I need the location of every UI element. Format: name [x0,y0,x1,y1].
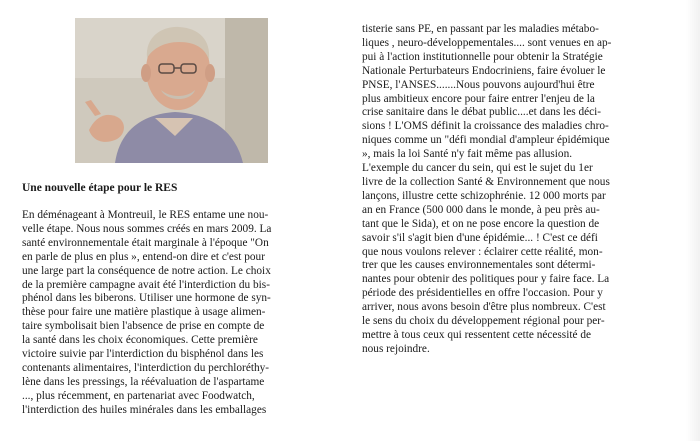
portrait-illustration [75,18,268,163]
left-paragraph: En déménageant à Montreuil, le RES entame une nou- velle étape. Nous nous sommes créés en mars 2009. La santé environnementale était marginale à l'époque "On en parle de plus en plus », entend-on dire et c'est pour une large part la conséquence de notre action. Le choix de la première campagne avait été l'interdiction du bis- phénol dans les biberons. Utiliser une hormone de syn- thèse pour faire une matière plastique à usage alimen- taire symbolisait bien l'absence de prise en compte de la santé dans les choix économiques. Cette première victoire suivie par l'interdiction du bisphénol dans les contenants alimentaires, l'interdiction du perchloréthy- lène dans les pressings, la réévaluation de l'aspartame ..., plus récemment, en partenariat avec Foodwatch, l'interdiction des huiles minérales dans les emballages [22,209,272,416]
left-column [22,181,322,418]
right-paragraph-1: tisterie sans PE, en passant par les maladies métabo- liques , neuro-développementales.... sont venues en ap- pui à l'action institutionnelle pour obtenir la Stratégie Nationale Perturbateurs Endocriniens, faire évoluer le PNSE, l'ANSES.......Nous pouvons aujourd'hui être plus ambitieux encore pour faire entrer l'enjeu de la crise sanitaire dans le débat public....et dans les déci- sions ! L'OMS définit la croissance des maladies chro- niques comme un "défi mondial d'ampleur épidémique », mais la loi Santé n'y fait même pas allusion. [362,23,612,161]
author-photo [75,18,268,163]
article-heading: Une nouvelle étape pour le RES [22,182,178,194]
right-paragraph-2: L'exemple du cancer du sein, qui est le sujet du 1er livre de la collection Santé & Environnement que nous lançons, illustre cette schizophrénie. 12 000 morts par an en France (500 000 dans le monde, à peu près au- tant que le Sida), et on ne pose encore la question de savoir s'il s'agit bien d'une épidémie... ! C'est ce défi que nous voulons relever : éclairer cette réalité, mon- trer que les causes environnementales sont détermi- nantes pour obtenir des politiques pour y faire face. La période des présidentielles en offre l'occasion. Pour y arriver, nous avons besoin d'être plus nombreux. C'est le sens du choix du développement régional pour per- mettre à tous ceux qui ressentent cette nécessité de nous rejoindre. [362,162,610,355]
page-edge-shadow [686,0,700,441]
right-column [362,23,682,357]
